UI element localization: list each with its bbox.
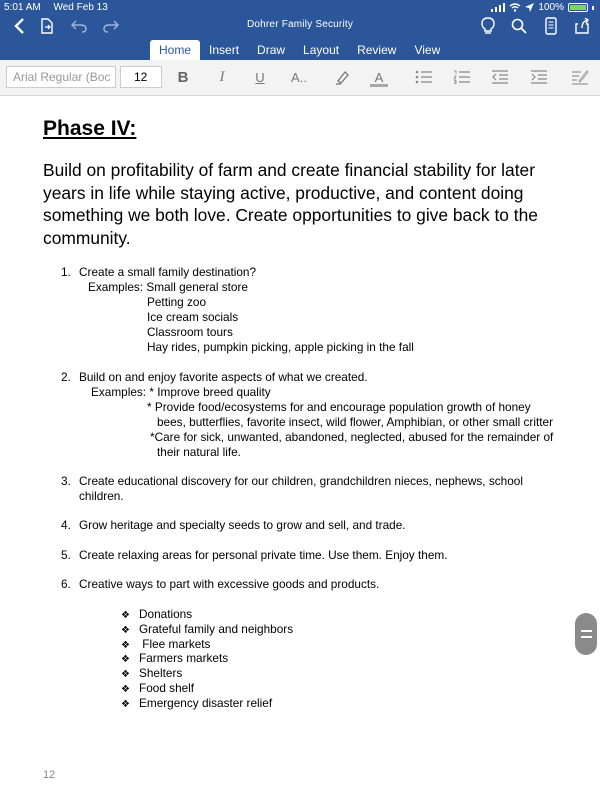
search-icon[interactable] bbox=[508, 17, 530, 35]
phase-title: Phase IV: bbox=[43, 117, 137, 140]
bullet-item: ❖ Donations bbox=[121, 607, 293, 622]
tab-draw[interactable]: Draw bbox=[257, 43, 286, 57]
list-subline: Hay rides, pumpkin picking, apple picking in the fall bbox=[147, 340, 414, 354]
list-subline: Examples: Small general store bbox=[88, 280, 248, 294]
text-effects-button[interactable]: A.. bbox=[291, 69, 307, 85]
tab-home[interactable]: Home bbox=[150, 40, 200, 60]
list-subline: their natural life. bbox=[157, 445, 241, 459]
document-page[interactable] bbox=[0, 97, 600, 800]
font-size-field[interactable]: 12 bbox=[120, 66, 162, 88]
list-item: Create a small family destination? bbox=[79, 265, 257, 279]
diamond-bullet-icon: ❖ bbox=[121, 610, 130, 621]
list-item: Grow heritage and specialty seeds to grow and sell, and trade. bbox=[79, 518, 406, 532]
highlight-icon[interactable] bbox=[329, 66, 355, 88]
list-number: 4. bbox=[61, 518, 71, 532]
list-number: 5. bbox=[61, 548, 71, 562]
list-subline: Ice cream socials bbox=[147, 310, 239, 324]
status-time: 5:01 AM bbox=[4, 2, 41, 13]
tab-insert[interactable]: Insert bbox=[209, 43, 240, 57]
numbering-icon[interactable] bbox=[449, 66, 475, 88]
bullet-list bbox=[121, 607, 293, 711]
tab-review[interactable]: Review bbox=[357, 43, 397, 57]
lightbulb-icon[interactable] bbox=[477, 17, 499, 35]
app-header bbox=[0, 0, 600, 60]
bullet-item: ❖ Food shelf bbox=[121, 681, 293, 696]
diamond-bullet-icon: ❖ bbox=[121, 683, 130, 695]
page-number: 12 bbox=[43, 769, 56, 781]
bullet-item: ❖ Flee markets bbox=[121, 637, 293, 652]
wifi-icon bbox=[509, 3, 521, 12]
battery-icon bbox=[568, 3, 588, 12]
font-color-swatch bbox=[370, 84, 388, 87]
diamond-bullet-icon: ❖ bbox=[121, 639, 130, 651]
bullet-item: ❖ Farmers markets bbox=[121, 651, 293, 666]
list-subline: Petting zoo bbox=[147, 295, 207, 309]
mobile-view-icon[interactable] bbox=[540, 17, 562, 35]
list-subline: * Provide food/ecosystems for and encourage population growth of honey bbox=[147, 400, 531, 414]
list-number: 3. bbox=[61, 474, 71, 488]
list-subline: Classroom tours bbox=[147, 325, 233, 339]
font-name-field[interactable]: Arial Regular (Boc bbox=[6, 66, 116, 88]
battery-percent: 100% bbox=[538, 2, 564, 13]
diamond-bullet-icon: ❖ bbox=[121, 654, 130, 666]
status-bar bbox=[0, 0, 600, 15]
font-color-button[interactable]: A bbox=[374, 69, 384, 85]
bullet-item: ❖ Shelters bbox=[121, 666, 293, 681]
list-number: 1. bbox=[61, 265, 71, 279]
list-item: Create relaxing areas for personal private time. Use them. Enjoy them. bbox=[79, 548, 448, 562]
list-item: Creative ways to part with excessive goods and products. bbox=[79, 577, 380, 591]
list-subline: *Care for sick, unwanted, abandoned, neglected, abused for the remainder of bbox=[150, 430, 554, 444]
italic-button[interactable]: I bbox=[219, 68, 225, 85]
list-item-continued: children. bbox=[79, 489, 124, 503]
list-number: 2. bbox=[61, 370, 71, 384]
tab-view[interactable]: View bbox=[414, 43, 441, 57]
decrease-indent-icon[interactable] bbox=[487, 66, 513, 88]
diamond-bullet-icon: ❖ bbox=[121, 624, 130, 636]
styles-icon[interactable] bbox=[567, 66, 593, 88]
bullet-item: ❖ Grateful family and neighbors bbox=[121, 622, 293, 637]
document-title: Dohrer Family Security bbox=[246, 19, 354, 30]
ribbon-tabs bbox=[150, 40, 449, 60]
list-item: Build on and enjoy favorite aspects of what we created. bbox=[79, 370, 368, 384]
underline-button[interactable]: U bbox=[255, 69, 265, 85]
status-date: Wed Feb 13 bbox=[53, 2, 108, 13]
bullet-item: ❖ Emergency disaster relief bbox=[121, 696, 293, 711]
share-icon[interactable] bbox=[571, 17, 593, 35]
scroll-handle[interactable] bbox=[575, 613, 597, 655]
tab-layout[interactable]: Layout bbox=[303, 43, 340, 57]
diamond-bullet-icon: ❖ bbox=[121, 669, 130, 681]
list-subline: bees, butterflies, favorite insect, wild flower, Amphibian, or other small critter bbox=[157, 415, 554, 429]
bold-button[interactable]: B bbox=[177, 68, 189, 86]
diamond-bullet-icon: ❖ bbox=[121, 698, 130, 710]
increase-indent-icon[interactable] bbox=[526, 66, 552, 88]
list-number: 6. bbox=[61, 577, 71, 591]
intro-paragraph: Build on profitability of farm and create financial stability for later years in life while staying active, productive, and content doing something we both love. Create opportunities to give back to the community. bbox=[43, 160, 538, 248]
list-item: Create educational discovery for our children, grandchildren nieces, nephews, school bbox=[79, 474, 523, 488]
bullets-icon[interactable] bbox=[411, 66, 437, 88]
location-icon bbox=[525, 3, 534, 12]
signal-icon bbox=[491, 3, 505, 12]
list-subline: Examples: * Improve breed quality bbox=[91, 385, 271, 399]
